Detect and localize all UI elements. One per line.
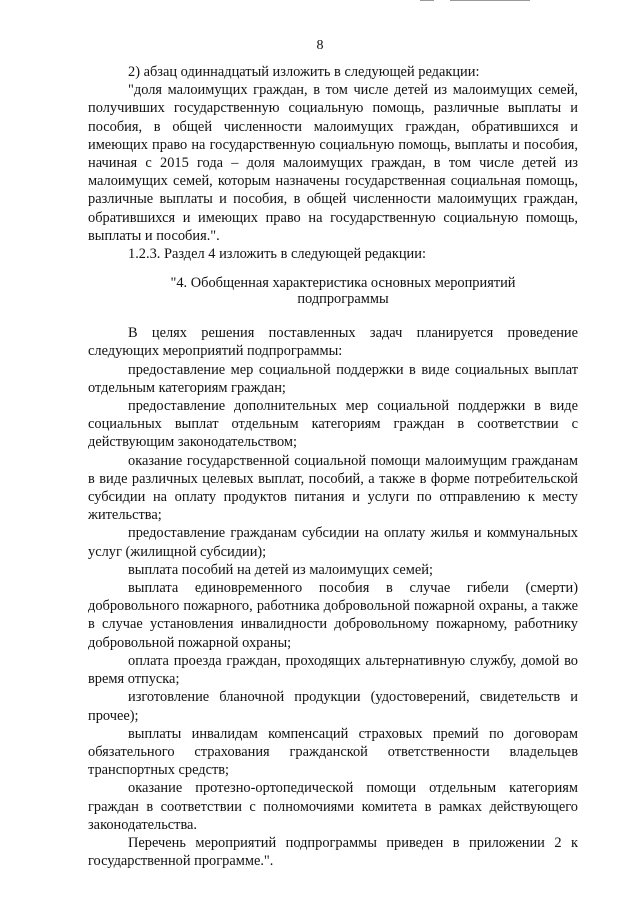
list-item: выплаты инвалидам компенсаций страховых премий по договорам обязательного страхования гражданской ответственности владельцев транспортных средств; [88, 725, 578, 779]
top-edge-lines [420, 0, 530, 2]
paragraph-quoted-definition: "доля малоимущих граждан, в том числе детей из малоимущих семей, получивших государственную социальную помощь, различные выплаты и пособия, в общей численности малоимущих граждан, обратившихся и имеющих право на государственную социальную помощь, выплаты и пособия, начиная с 2015 года – доля малоимущих граждан, в том числе детей из малоимущих семей, которым назначены государственная социальная помощь, различные выплаты и пособия, в общей численности малоимущих граждан, обратившихся и имеющих право на государственную социальную помощь, выплаты и пособия.". [88, 82, 578, 244]
list-item: оказание государственной социальной помощи малоимущим гражданам в виде различных целевых выплат, пособий, а также в форме потребительской субсидии на оплату продуктов питания и услуги по отправлению к месту жительства; [88, 452, 578, 524]
paragraph-amendment-intro: 2) абзац одиннадцатый изложить в следующей редакции: [128, 64, 480, 80]
document-body [88, 63, 578, 870]
list-item: предоставление гражданам субсидии на оплату жилья и коммунальных услуг (жилищной субсидии); [88, 525, 578, 560]
list-item: выплата единовременного пособия в случае гибели (смерти) добровольного пожарного, работника добровольной пожарной охраны, а также в случае установления инвалидности добровольному пожарному, работнику добровольной пожарной охраны; [88, 580, 578, 651]
list-item: изготовление бланочной продукции (удостоверений, свидетельств и прочее); [88, 689, 578, 724]
list-item: оплата проезда граждан, проходящих альтернативную службу, домой во время отпуска; [88, 652, 578, 688]
paragraph-closing: Перечень мероприятий подпрограммы приведен в приложении 2 к государственной программе.". [88, 834, 578, 870]
list-item: предоставление дополнительных мер социальной поддержки в виде социальных выплат отдельным категориям граждан в соответствии с действующим законодательством; [88, 398, 578, 451]
section-heading [108, 275, 578, 307]
paragraph-tasks-intro: В целях решения поставленных задач планируется проведение следующих мероприятий подпрограммы: [88, 325, 578, 360]
page-number: 8 [316, 38, 324, 53]
paragraph-section-intro: 1.2.3. Раздел 4 изложить в следующей редакции: [128, 246, 426, 263]
top-edge-line [450, 0, 530, 1]
list-item: выплата пособий на детей из малоимущих семей; [128, 561, 433, 578]
section-heading-line: "4. Обобщенная характеристика основных мероприятий [170, 275, 516, 292]
list-item: оказание протезно-ортопедической помощи отдельным категориям граждан в соответствии с полномочиями комитета в рамках действующего законодательства. [88, 780, 578, 833]
list-item: предоставление мер социальной поддержки в виде социальных выплат отдельным категориям граждан; [88, 361, 578, 396]
section-heading-line: подпрограммы [297, 291, 389, 308]
top-edge-line [420, 0, 434, 1]
